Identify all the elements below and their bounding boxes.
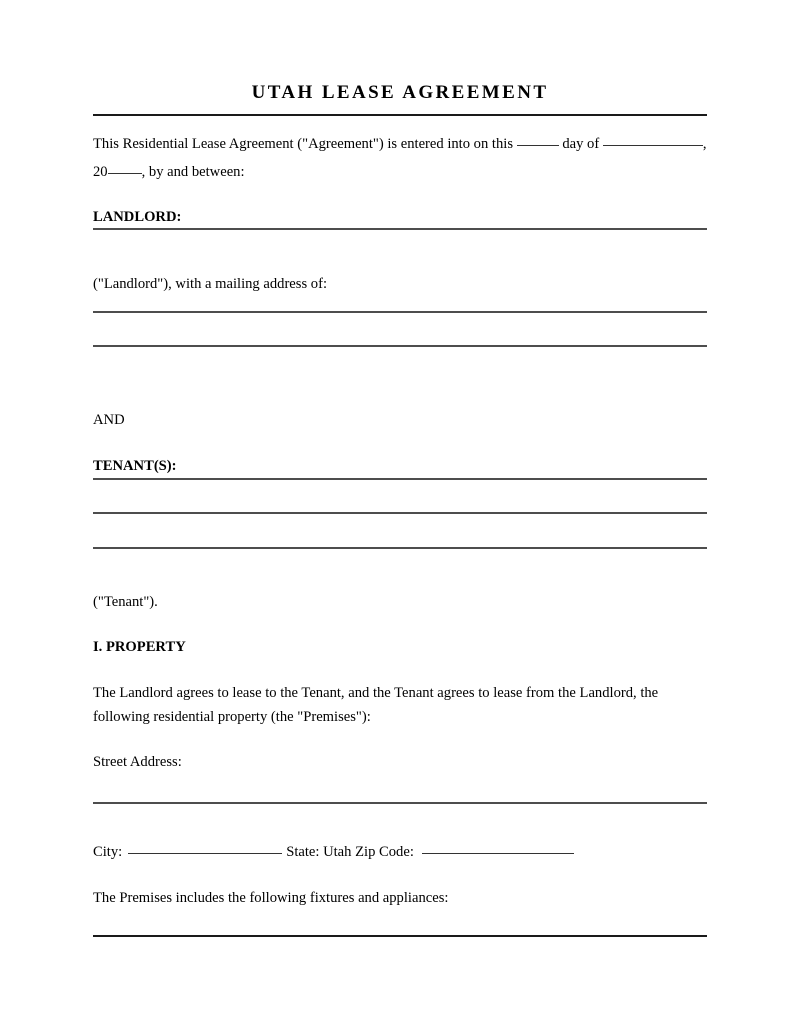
intro-text-before-day: This Residential Lease Agreement ("Agreement") is entered into on this	[93, 136, 514, 152]
page-title: UTAH LEASE AGREEMENT	[251, 82, 549, 103]
tenant-definition-text: ("Tenant").	[93, 594, 158, 610]
city-blank-field[interactable]	[128, 842, 282, 854]
day-blank-field[interactable]	[517, 134, 559, 146]
year-prefix: 20	[93, 164, 108, 180]
year-blank-field[interactable]	[108, 162, 142, 174]
intro-comma: ,	[702, 136, 707, 152]
and-conjunction: AND	[93, 412, 125, 428]
tenant-blank-line-1[interactable]	[93, 478, 707, 480]
property-body-line-2: following residential property (the "Premises"):	[93, 709, 371, 725]
city-state-zip-line	[93, 838, 707, 866]
landlord-heading: LANDLORD:	[93, 209, 182, 225]
section-heading-property: I. PROPERTY	[93, 639, 186, 655]
intro-line-2	[93, 158, 707, 186]
fixtures-label: The Premises includes the following fixtures and appliances:	[93, 890, 449, 906]
street-address-blank-line[interactable]	[93, 802, 707, 804]
tenant-blank-line-2[interactable]	[93, 512, 707, 514]
landlord-name-blank-line[interactable]	[93, 228, 707, 230]
property-body-line-1: The Landlord agrees to lease to the Tenant, and the Tenant agrees to lease from the Landlord, the	[93, 685, 659, 701]
state-zip-label: State: Utah Zip Code:	[286, 844, 414, 860]
month-blank-field[interactable]	[603, 134, 703, 146]
intro-line-1	[93, 130, 707, 158]
intro-text-day-of: day of	[562, 136, 600, 152]
landlord-address-blank-line-1[interactable]	[93, 311, 707, 313]
landlord-mailing-address-label: ("Landlord"), with a mailing address of:	[93, 276, 328, 292]
tenant-blank-line-3[interactable]	[93, 547, 707, 549]
landlord-address-blank-line-2[interactable]	[93, 345, 707, 347]
tenant-heading: TENANT(S):	[93, 458, 177, 474]
street-address-label: Street Address:	[93, 754, 182, 770]
fixtures-blank-line[interactable]	[93, 935, 707, 937]
title-divider	[93, 114, 707, 116]
city-label: City:	[93, 844, 123, 860]
intro-text-by-and-between: , by and between:	[141, 164, 245, 180]
zip-code-blank-field[interactable]	[422, 842, 574, 854]
